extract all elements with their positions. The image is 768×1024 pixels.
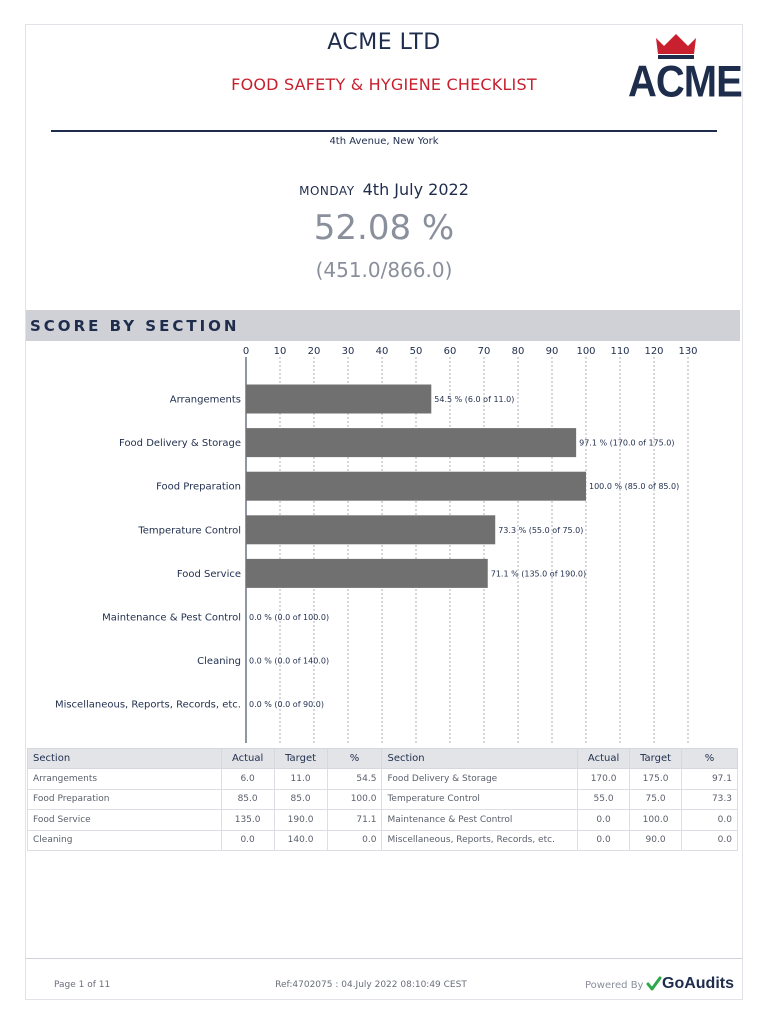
bar — [246, 385, 431, 414]
table-cell: 54.5 — [327, 769, 382, 790]
column-header: Actual — [578, 749, 630, 769]
table-cell: 85.0 — [221, 789, 274, 810]
logo-wordmark: ACME — [628, 57, 742, 107]
document-title: FOOD SAFETY & HYGIENE CHECKLIST — [231, 75, 537, 94]
x-tick-label: 40 — [375, 346, 389, 357]
overall-score-raw: (451.0/866.0) — [315, 258, 453, 282]
table-cell: Food Service — [28, 810, 222, 831]
table-cell: 100.0 — [327, 789, 382, 810]
table-cell: 75.0 — [630, 789, 682, 810]
table-cell: 0.0 — [578, 830, 630, 851]
column-header: % — [327, 749, 382, 769]
page-number: Page 1 of 11 — [54, 980, 111, 990]
table-cell: 85.0 — [274, 789, 327, 810]
table-cell: 55.0 — [578, 789, 630, 810]
data-label: 73.3 % (55.0 of 75.0) — [498, 525, 584, 535]
x-tick-label: 120 — [644, 346, 664, 357]
bar — [246, 472, 586, 501]
table-cell: Miscellaneous, Reports, Records, etc. — [382, 830, 578, 851]
table-cell: 0.0 — [221, 830, 274, 851]
x-tick-label: 20 — [307, 346, 321, 357]
table-cell: 0.0 — [327, 830, 382, 851]
table-cell: Food Preparation — [28, 789, 222, 810]
data-label: 97.1 % (170.0 of 175.0) — [579, 438, 675, 448]
section-summary-table — [27, 748, 738, 851]
table-row — [28, 789, 738, 810]
bar — [246, 559, 488, 588]
table-cell: 135.0 — [221, 810, 274, 831]
table-cell: Food Delivery & Storage — [382, 769, 578, 790]
score-by-section-chart — [0, 340, 768, 745]
category-label: Arrangements — [169, 394, 241, 406]
table-cell: 0.0 — [682, 810, 738, 831]
data-label: 100.0 % (85.0 of 85.0) — [589, 482, 680, 492]
x-tick-label: 10 — [273, 346, 287, 357]
x-tick-label: 130 — [678, 346, 698, 357]
column-header: % — [682, 749, 738, 769]
report-reference: Ref:4702075 : 04.July 2022 08:10:49 CEST — [275, 980, 467, 990]
table-row — [28, 830, 738, 851]
column-header: Target — [630, 749, 682, 769]
table-cell: 190.0 — [274, 810, 327, 831]
data-label: 0.0 % (0.0 of 100.0) — [249, 613, 330, 622]
table-cell: Cleaning — [28, 830, 222, 851]
company-logo — [628, 32, 742, 108]
x-tick-label: 60 — [443, 346, 457, 357]
audit-date — [0, 180, 768, 199]
section-heading-band — [26, 310, 740, 341]
table-cell: Maintenance & Pest Control — [382, 810, 578, 831]
audit-day: MONDAY — [299, 184, 355, 198]
table-cell: 0.0 — [682, 830, 738, 851]
category-label: Temperature Control — [138, 525, 241, 537]
x-tick-label: 110 — [610, 346, 630, 357]
table-cell: Arrangements — [28, 769, 222, 790]
table-row — [28, 769, 738, 790]
table-cell: 73.3 — [682, 789, 738, 810]
table-header-row — [28, 749, 738, 769]
table-cell: 90.0 — [630, 830, 682, 851]
x-tick-label: 0 — [242, 346, 250, 357]
category-label: Food Service — [176, 568, 241, 580]
x-tick-label: 30 — [341, 346, 355, 357]
x-tick-label: 80 — [511, 346, 525, 357]
table-cell: 0.0 — [578, 810, 630, 831]
x-tick-label: 70 — [477, 346, 491, 357]
bar — [246, 515, 495, 544]
audit-date-text: 4th July 2022 — [362, 180, 469, 199]
table-cell: 140.0 — [274, 830, 327, 851]
footer-divider — [26, 958, 742, 959]
table-cell: 71.1 — [327, 810, 382, 831]
table-cell: 11.0 — [274, 769, 327, 790]
overall-score-percent: 52.08 % — [313, 208, 455, 248]
x-tick-label: 100 — [576, 346, 596, 357]
brand-name: GoAudits — [662, 975, 734, 992]
table-row — [28, 810, 738, 831]
site-address: 4th Avenue, New York — [329, 136, 439, 147]
powered-by-label: Powered By — [585, 980, 644, 991]
category-label: Food Delivery & Storage — [119, 438, 241, 450]
table-cell: 97.1 — [682, 769, 738, 790]
table-cell: 170.0 — [578, 769, 630, 790]
data-label: 71.1 % (135.0 of 190.0) — [490, 569, 587, 579]
section-heading: SCORE BY SECTION — [30, 317, 240, 335]
column-header: Target — [274, 749, 327, 769]
category-label: Food Preparation — [156, 481, 241, 493]
header-divider — [51, 130, 717, 132]
column-header: Section — [382, 749, 578, 769]
table-cell: 175.0 — [630, 769, 682, 790]
category-label: Cleaning — [197, 656, 241, 668]
table-cell: 6.0 — [221, 769, 274, 790]
category-label: Miscellaneous, Reports, Records, etc. — [54, 699, 241, 711]
x-tick-label: 50 — [409, 346, 423, 357]
x-tick-label: 90 — [545, 346, 559, 357]
column-header: Actual — [221, 749, 274, 769]
column-header: Section — [28, 749, 222, 769]
data-label: 0.0 % (0.0 of 90.0) — [249, 700, 324, 710]
data-label: 54.5 % (6.0 of 11.0) — [434, 395, 515, 404]
company-name: ACME LTD — [327, 30, 441, 55]
goaudits-brand — [648, 975, 734, 993]
table-cell: 100.0 — [630, 810, 682, 831]
category-label: Maintenance & Pest Control — [102, 612, 241, 624]
bar — [246, 428, 576, 457]
table-cell: Temperature Control — [382, 789, 578, 810]
data-label: 0.0 % (0.0 of 140.0) — [249, 656, 330, 666]
